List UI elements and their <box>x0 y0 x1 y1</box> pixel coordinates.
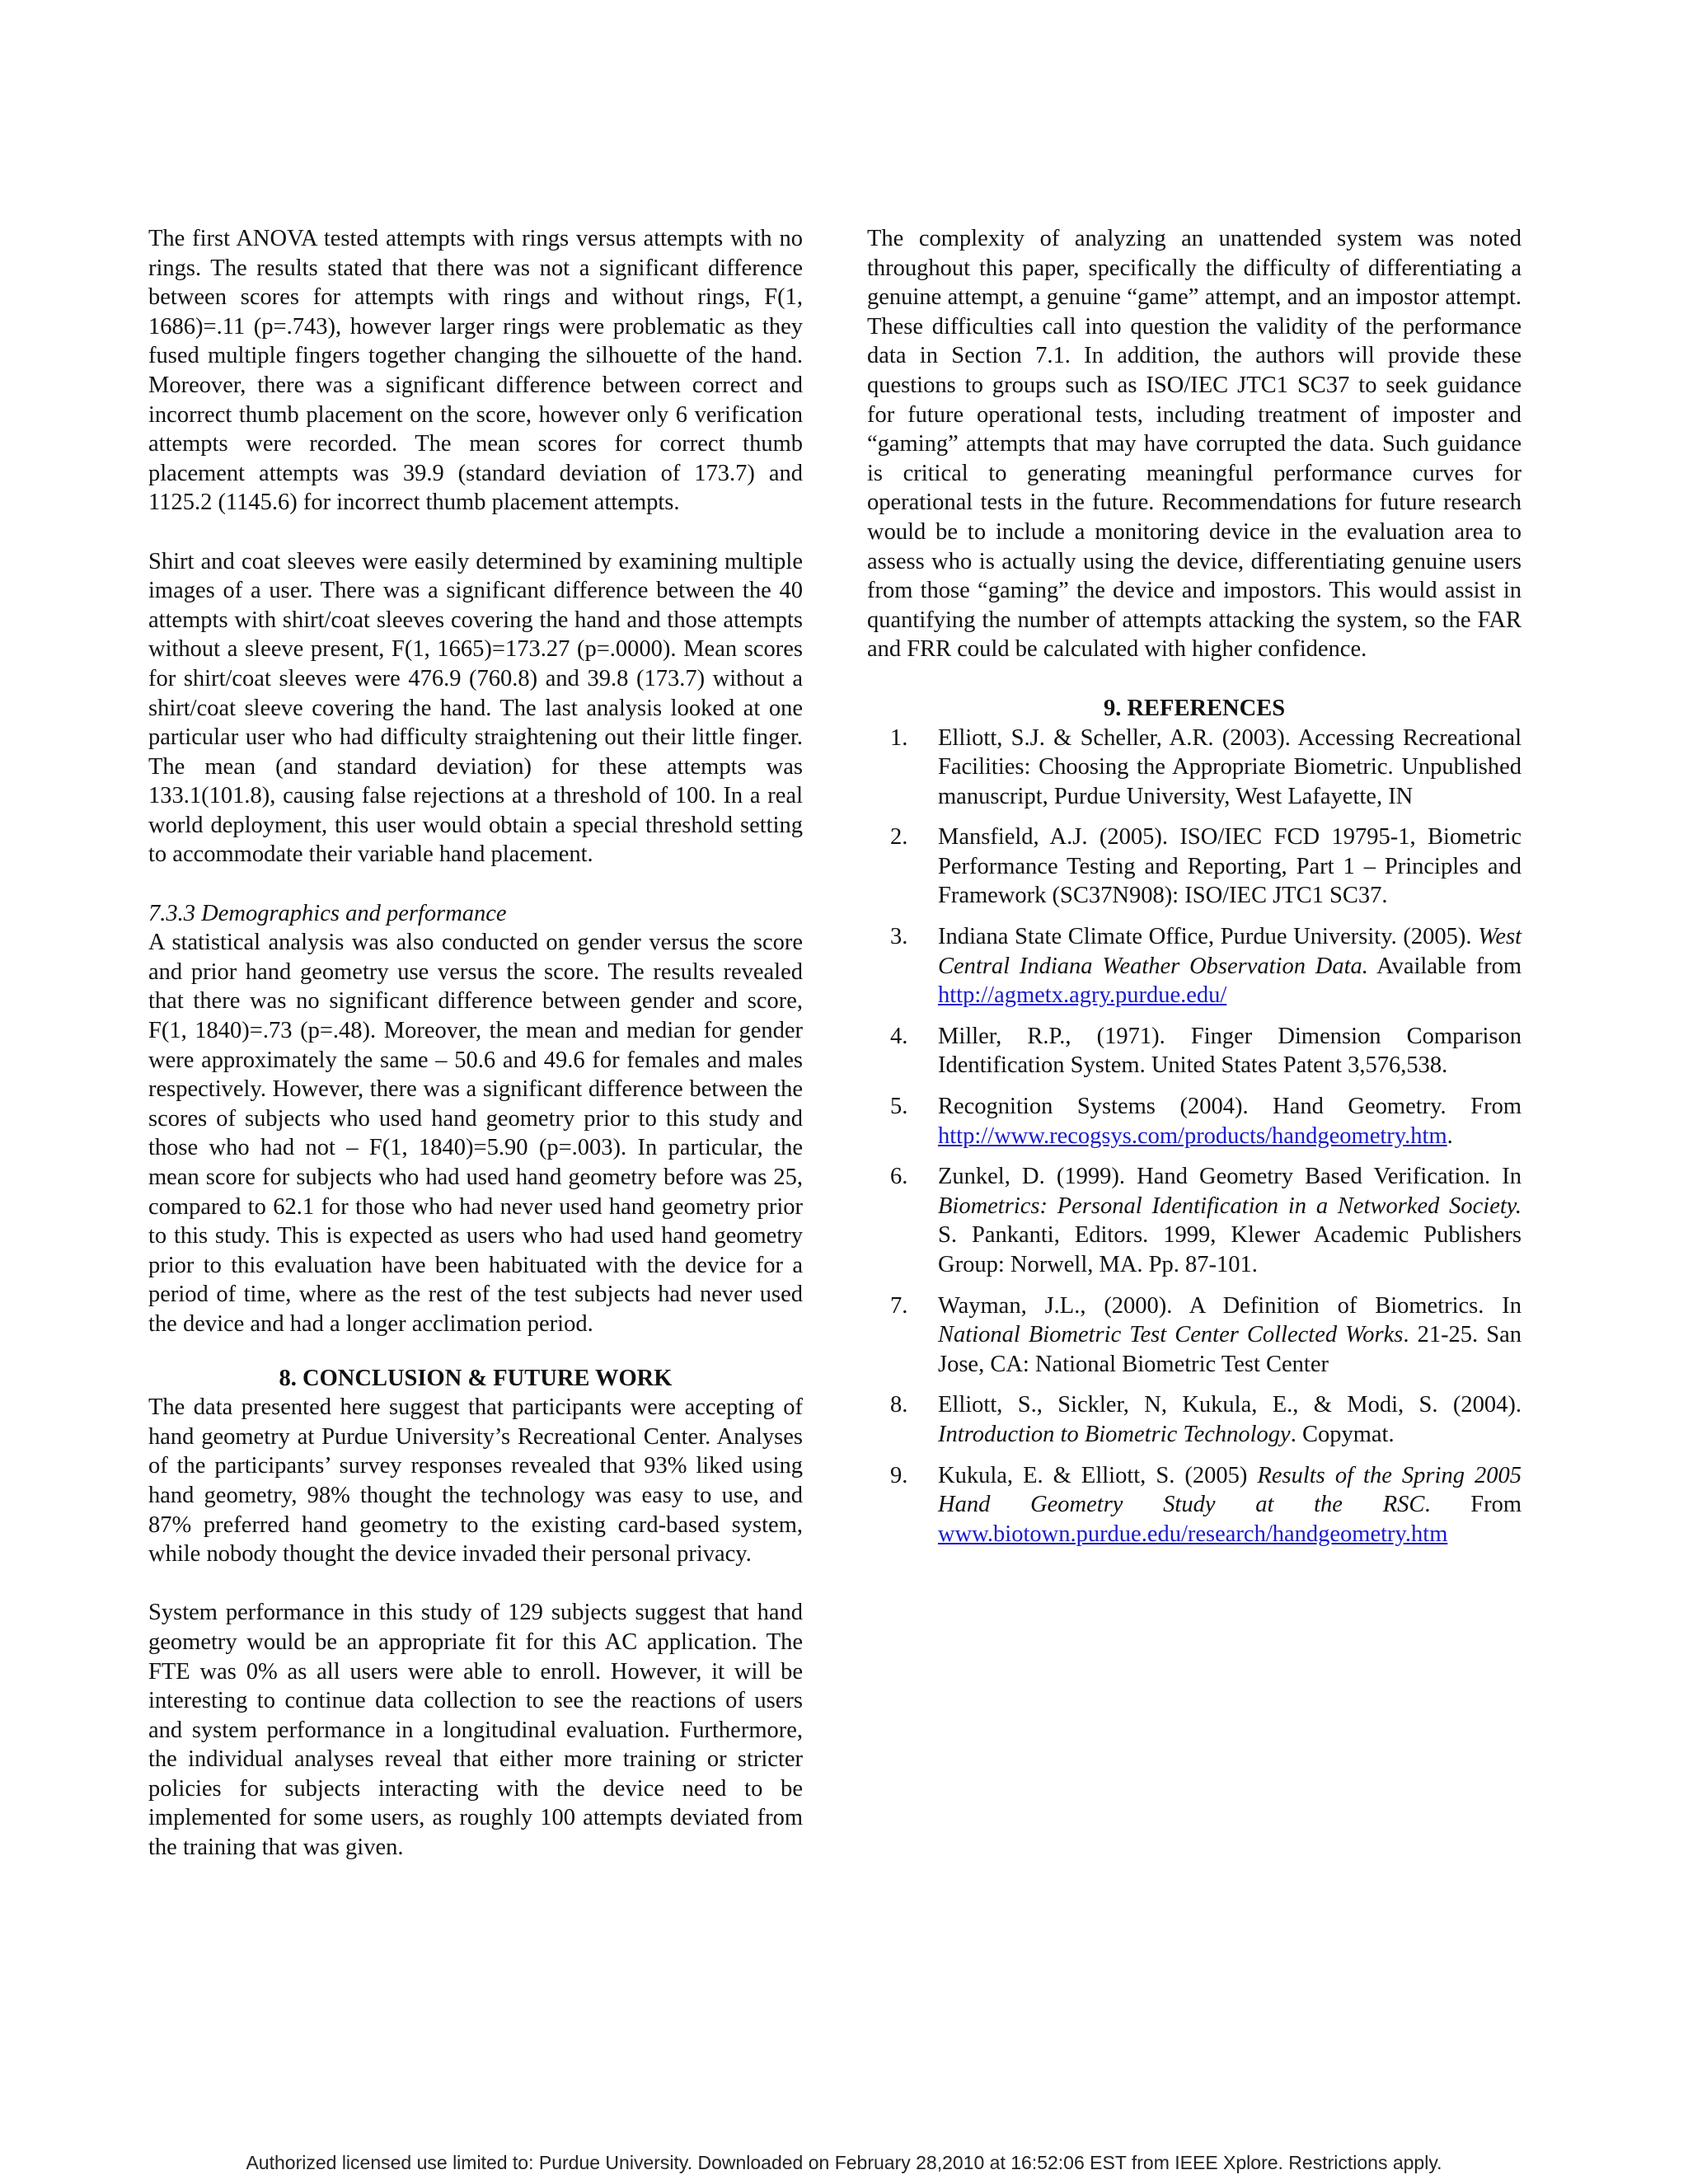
body-paragraph: The complexity of analyzing an unattended system was noted throughout this paper, specifically the difficulty of differentiating a genuine attempt, a genuine “game” attempt, and an impostor attempt. These difficulties call into question the validity of the performance data in Section 7.1. In addition, the authors will provide these questions to groups such as ISO/IEC JTC1 SC37 to seek guidance for future operational tests, including treatment of imposter and “gaming” attempts that may have corrupted the data. Such guidance is critical to generating meaningful performance curves for operational tests in the future. Recommendations for future research would be to include a monitoring device in the evaluation area to assess who is actually using the device, differentiating genuine users from those “gaming” the device and impostors. This would assist in quantifying the number of attempts attacking the system, so the FAR and FRR could be calculated with higher confidence. <box>867 226 1522 663</box>
reference-text: Zunkel, D. (1999). Hand Geometry Based Verification. In <box>938 1164 1522 1190</box>
body-paragraph: The data presented here suggest that participants were accepting of hand geometry at Purdue University’s Recreational Center. Analyses of the participants’ survey responses revealed that 93% liked using hand geometry, 98% thought the technology was easy to use, and 87% preferred hand geometry to the existing card-based system, while nobody thought the device invaded their personal privacy. <box>148 1394 803 1568</box>
body-paragraph: Shirt and coat sleeves were easily determined by examining multiple images of a user. There was a significant difference between the 40 attempts with shirt/coat sleeves covering the hand and those attempts without a sleeve present, F(1, 1665)=173.27 (p=.0000). Mean scores for shirt/coat sleeves were 476.9 (760.8) and 39.8 (173.7) without a shirt/coat sleeve covering the hand. The last analysis looked at one particular user who had difficulty straightening out their little finger. The mean (and standard deviation) for these attempts was 133.1(101.8), causing false rejections at a threshold of 100. In a real world deployment, this user would obtain a special threshold setting to accommodate their variable hand placement. <box>148 548 803 868</box>
reference-text: Elliott, S.J. & Scheller, A.R. (2003). Accessing Recreational Facilities: Choosing the Appropriate Biometric. Unpublished manuscript, Purdue University, West Lafayette, IN <box>938 724 1522 809</box>
reference-number: 7. <box>890 1292 908 1319</box>
reference-item <box>890 1291 1522 1380</box>
reference-text: . <box>1447 1122 1453 1149</box>
reference-number: 9. <box>890 1462 908 1488</box>
reference-item <box>890 1092 1522 1151</box>
reference-text: . From <box>1424 1492 1522 1518</box>
reference-title: Introduction to Biometric Technology <box>938 1421 1291 1447</box>
reference-title: Biometrics: Personal Identification in a Networked Society. <box>938 1193 1522 1219</box>
body-paragraph: The first ANOVA tested attempts with rings versus attempts with no rings. The results stated that there was not a significant difference between scores for attempts with rings and without rings, F(1, 1686)=.11 (p=.743), however larger rings were problematic as they fused multiple fingers together changing the silhouette of the hand. Moreover, there was a significant difference between correct and incorrect thumb placement on the score, however only 6 verification attempts were recorded. The mean scores for correct thumb placement attempts was 39.9 (standard deviation of 173.7) and 1125.2 (1145.6) for incorrect thumb placement attempts. <box>148 226 803 516</box>
reference-text: Wayman, J.L., (2000). A Definition of Biometrics. In <box>938 1292 1522 1319</box>
references-list <box>867 724 1522 1549</box>
reference-item <box>890 823 1522 911</box>
reference-number: 5. <box>890 1094 908 1120</box>
reference-title: Results of the Spring 2005 Hand Geometry Study at the RSC <box>938 1462 1522 1518</box>
subsection-title: 7.3.3 Demographics and performance <box>148 900 507 926</box>
reference-number: 2. <box>890 824 908 851</box>
reference-text: Recognition Systems (2004). Hand Geometry. From <box>938 1094 1522 1120</box>
reference-link[interactable]: http://www.recogsys.com/products/handgeometry.htm <box>938 1122 1447 1149</box>
reference-item <box>890 1390 1522 1449</box>
reference-item <box>890 1022 1522 1080</box>
reference-link[interactable]: http://agmetx.agry.purdue.edu/ <box>938 982 1227 1009</box>
reference-number: 6. <box>890 1164 908 1190</box>
reference-number: 8. <box>890 1392 908 1418</box>
body-paragraph: A statistical analysis was also conducted on gender versus the score and prior hand geometry use versus the score. The results revealed that there was no significant difference between gender and score, F(1, 1840)=.73 (p=.48). Moreover, the mean and median for gender were approximately the same – 50.6 and 49.6 for females and males respectively. However, there was a significant difference between the scores of subjects who used hand geometry prior to this study and those who had not – F(1, 1840)=5.90 (p=.003). In particular, the mean score for subjects who had used hand geometry before was 25, compared to 62.1 for those who had never used hand geometry prior to this study. This is expected as users who had used hand geometry prior to this evaluation have been habituated with the device for a period of time, where as the rest of the test subjects had never used the device and had a longer acclimation period. <box>148 930 803 1337</box>
reference-number: 4. <box>890 1023 908 1049</box>
reference-item <box>890 724 1522 812</box>
reference-number: 3. <box>890 924 908 950</box>
left-column <box>148 224 803 1863</box>
section-title: 8. CONCLUSION & FUTURE WORK <box>279 1365 673 1391</box>
reference-item <box>890 1162 1522 1279</box>
reference-text: . 21-25. San Jose, CA: National Biometric Test Center <box>938 1322 1522 1377</box>
reference-item <box>890 1461 1522 1549</box>
reference-title: National Biometric Test Center Collected Works <box>938 1322 1404 1348</box>
reference-title: West Central Indiana Weather Observation Data. <box>938 924 1522 979</box>
reference-text: Indiana State Climate Office, Purdue University. (2005). <box>938 924 1479 950</box>
reference-text: . Copymat. <box>1290 1421 1395 1447</box>
references-title: 9. REFERENCES <box>1103 695 1286 721</box>
reference-text: Miller, R.P., (1971). Finger Dimension Comparison Identification System. United States Patent 3,576,538. <box>938 1023 1522 1079</box>
body-paragraph: System performance in this study of 129 subjects suggest that hand geometry would be an appropriate fit for this AC application. The FTE was 0% as all users were able to enroll. However, it will be interesting to continue data collection to see the reactions of users and system performance in a longitudinal evaluation. Furthermore, the individual analyses reveal that either more training or stricter policies for subjects interacting with the device need to be implemented for some users, as roughly 100 attempts deviated from the training that was given. <box>148 1600 803 1861</box>
reference-link[interactable]: www.biotown.purdue.edu/research/handgeometry.htm <box>938 1521 1448 1547</box>
reference-text: S. Pankanti, Editors. 1999, Klewer Academic Publishers Group: Norwell, MA. Pp. 87-101. <box>938 1222 1522 1277</box>
right-column <box>867 224 1522 1560</box>
reference-text: Kukula, E. & Elliott, S. (2005) <box>938 1462 1258 1488</box>
reference-text: Available from <box>1367 953 1522 979</box>
reference-text: Elliott, S., Sickler, N, Kukula, E., & Modi, S. (2004). <box>938 1392 1522 1418</box>
reference-text: Mansfield, A.J. (2005). ISO/IEC FCD 19795-1, Biometric Performance Testing and Reporting, Part 1 – Principles and Framework (SC37N908): ISO/IEC JTC1 SC37. <box>938 824 1522 909</box>
reference-number: 1. <box>890 724 908 751</box>
reference-item <box>890 922 1522 1010</box>
footer-notice: Authorized licensed use limited to: Purdue University. Downloaded on February 28,2010 at 16:52:06 EST from IEEE Xplore. Restrictions apply. <box>246 2152 1442 2173</box>
